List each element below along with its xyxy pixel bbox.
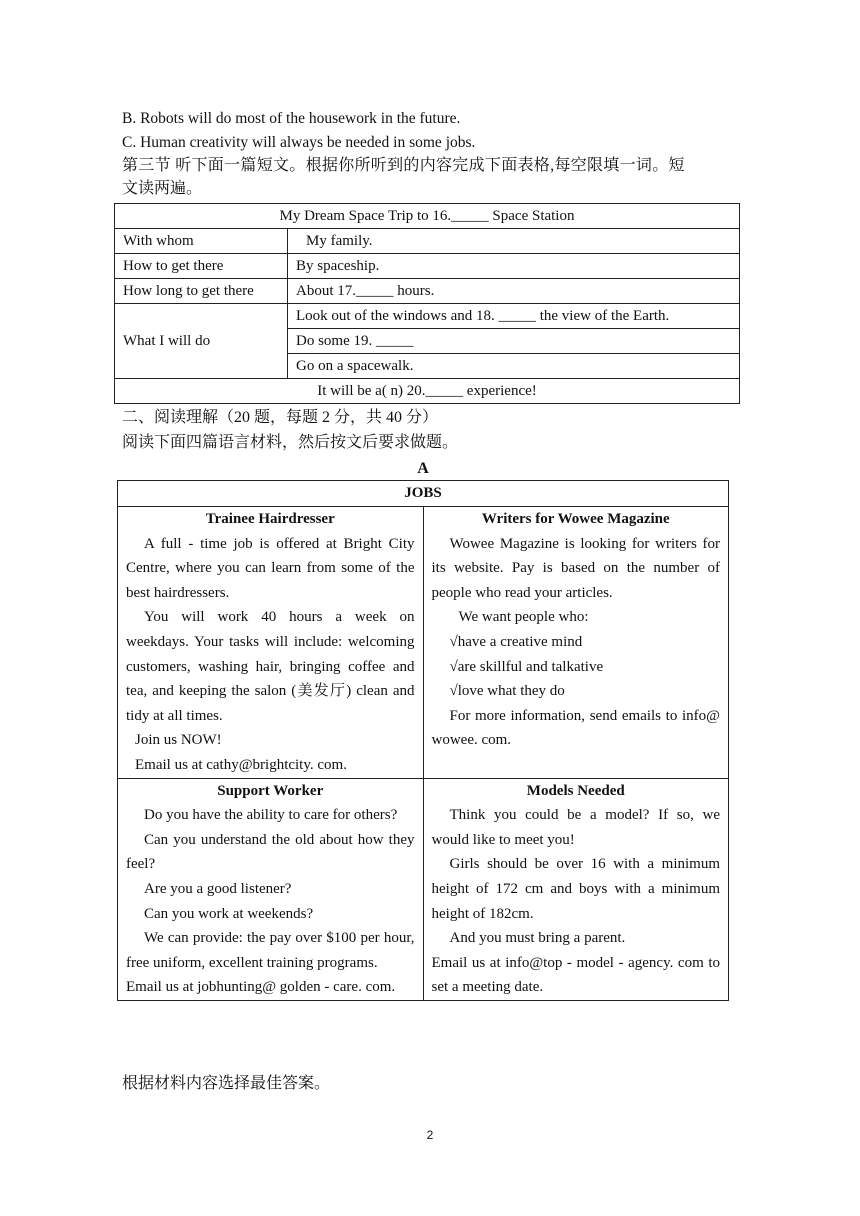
section3-instruction: 第三节 听下面一篇短文。根据你所听到的内容完成下面表格,每空限填一词。短 xyxy=(122,157,685,174)
reading-heading: 二、阅读理解（20 题，每题 2 分，共 40 分） xyxy=(122,409,439,426)
reading-instruction: 阅读下面四篇语言材料，然后按文后要求做题。 xyxy=(122,434,459,451)
hairdresser-title: Trainee Hairdresser xyxy=(205,511,335,527)
models-p3: And you must bring a parent. xyxy=(449,930,626,947)
writers-ad xyxy=(423,507,729,779)
option-c: C. Human creativity will always be needed in some jobs. xyxy=(122,134,476,151)
after-table-instruction: 根据材料内容选择最佳答案。 xyxy=(122,1075,331,1092)
with-whom-label: With whom xyxy=(115,229,288,254)
hairdresser-email: Email us at cathy@brightcity. com. xyxy=(135,756,347,773)
section3-instruction-cont: 文读两遍。 xyxy=(122,180,203,197)
writers-p2: We want people who: xyxy=(458,609,589,626)
jobs-title: JOBS xyxy=(118,481,729,507)
writers-check-3: √love what they do xyxy=(449,683,565,700)
how-value: By spaceship. xyxy=(288,254,740,279)
how-long-label: How long to get there xyxy=(115,279,288,304)
support-title: Support Worker xyxy=(217,782,324,799)
support-email: Email us at jobhunting@ golden - care. com. xyxy=(126,979,396,996)
option-b: B. Robots will do most of the housework in the future. xyxy=(122,110,461,127)
how-long-value: About 17._____ hours. xyxy=(288,279,740,304)
listening-table-title: My Dream Space Trip to 16._____ Space Station xyxy=(115,204,740,229)
writers-check-1: √have a creative mind xyxy=(449,633,583,650)
hairdresser-p1: A full - time job is offered at Bright City Centre, where you can learn from some of the best hairdressers. xyxy=(126,535,415,601)
what-item-3: Go on a spacewalk. xyxy=(288,354,740,379)
writers-p1: Wowee Magazine is looking for writers for its website. Pay is based on the number of people who read your articles. xyxy=(431,535,720,601)
writers-check-2: √are skillful and talkative xyxy=(449,658,604,675)
how-label: How to get there xyxy=(115,254,288,279)
models-ad xyxy=(423,778,729,1000)
support-ad xyxy=(118,778,424,1000)
models-email: Email us at info@top - model - agency. com to set a meeting date. xyxy=(431,954,720,996)
page-number: 2 xyxy=(426,1128,434,1142)
support-p4: Can you work at weekends? xyxy=(144,905,314,922)
hairdresser-p3: Join us NOW! xyxy=(135,732,222,749)
support-p2: Can you understand the old about how they feel? xyxy=(126,831,415,873)
jobs-table xyxy=(117,480,729,1001)
listening-table-footer: It will be a( n) 20._____ experience! xyxy=(115,379,740,404)
support-p3: Are you a good listener? xyxy=(144,880,292,897)
support-p1: Do you have the ability to care for others? xyxy=(144,807,398,824)
models-title: Models Needed xyxy=(526,782,625,799)
hairdresser-p2: You will work 40 hours a week on weekdays. Your tasks will include: welcoming customers, washing hair, bringing coffee and tea, and keeping the salon (美发厅) clean and tidy at all times. xyxy=(126,609,415,724)
models-p1: Think you could be a model? If so, we would like to meet you! xyxy=(431,807,720,848)
what-label: What I will do xyxy=(115,304,288,379)
models-p2: Girls should be over 16 with a minimum height of 172 cm and boys with a minimum height of 182cm. xyxy=(431,856,720,922)
what-item-1: Look out of the windows and 18. _____ the view of the Earth. xyxy=(288,304,740,329)
what-item-2: Do some 19. _____ xyxy=(288,329,740,354)
listening-table xyxy=(114,203,740,404)
hairdresser-ad xyxy=(118,507,424,779)
support-p5: We can provide: the pay over $100 per hour, free uniform, excellent training programs. xyxy=(126,930,415,971)
writers-title: Writers for Wowee Magazine xyxy=(481,511,670,527)
passage-label: A xyxy=(417,460,429,477)
with-whom-value: My family. xyxy=(288,229,740,254)
writers-email: For more information, send emails to info@ wowee. com. xyxy=(431,707,720,749)
